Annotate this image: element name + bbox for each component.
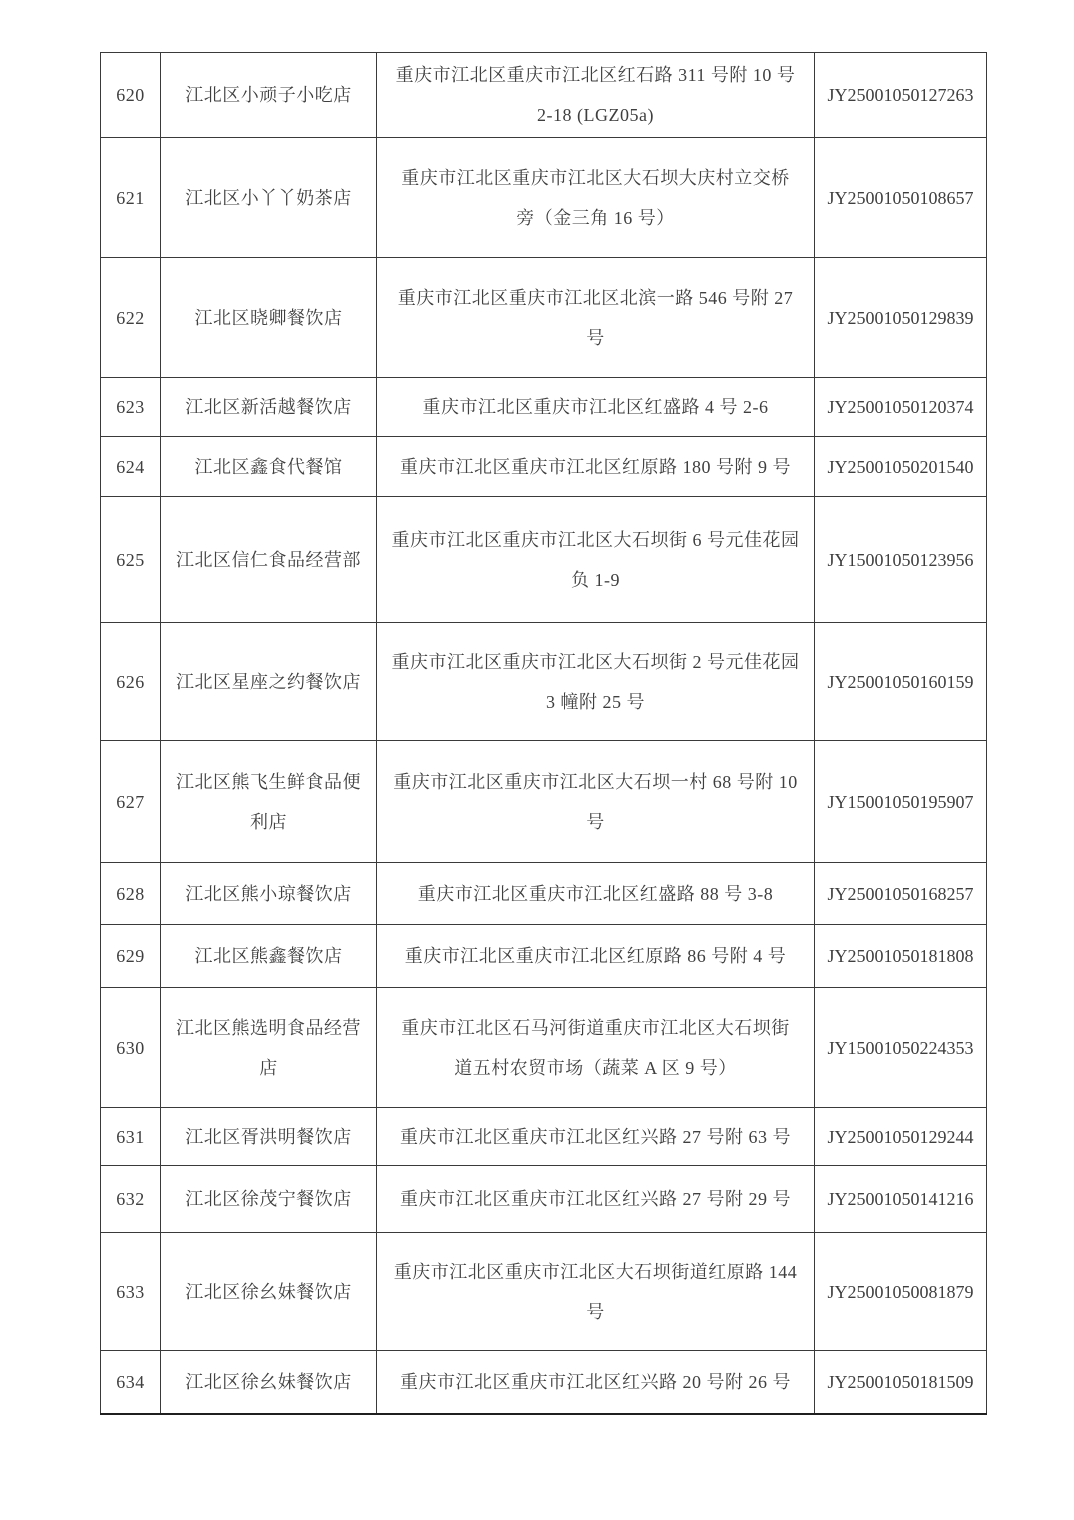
license-number: JY25001050141216 <box>815 1166 987 1233</box>
license-number: JY15001050224353 <box>815 988 987 1108</box>
text-line: 江北区小丫丫奶茶店 <box>185 187 352 208</box>
text-line: 江北区徐茂宁餐饮店 <box>185 1189 352 1209</box>
license-number: JY25001050120374 <box>815 378 987 437</box>
text-line: 道五村农贸市场（蔬菜 A 区 9 号） <box>454 1057 737 1078</box>
text-line: 江北区熊飞生鲜食品便 <box>176 771 361 792</box>
table-row <box>101 925 987 988</box>
text-line: 江北区熊选明食品经营 <box>176 1017 361 1038</box>
text-line: 江北区星座之约餐饮店 <box>176 671 361 692</box>
table-row <box>101 1351 987 1414</box>
row-number: 624 <box>101 437 161 497</box>
text-line: 重庆市江北区重庆市江北区红原路 86 号附 4 号 <box>404 946 787 966</box>
text-line: 重庆市江北区重庆市江北区红盛路 88 号 3-8 <box>417 883 774 904</box>
table-row <box>101 1108 987 1166</box>
text-line: 江北区胥洪明餐饮店 <box>185 1126 352 1147</box>
license-number: JY25001050127263 <box>815 53 987 138</box>
row-number: 620 <box>101 53 161 138</box>
text-line: 店 <box>259 1057 278 1078</box>
text-line: 旁（金三角 16 号） <box>516 207 675 228</box>
row-number: 622 <box>101 258 161 378</box>
row-number: 632 <box>101 1166 161 1233</box>
business-address <box>377 1166 815 1233</box>
table-row <box>101 53 987 138</box>
business-name <box>161 863 377 925</box>
row-number: 634 <box>101 1351 161 1414</box>
table-row <box>101 623 987 741</box>
row-number: 631 <box>101 1108 161 1166</box>
text-line: 重庆市江北区石马河街道重庆市江北区大石坝街 <box>401 1017 790 1038</box>
license-number: JY25001050181808 <box>815 925 987 988</box>
business-address <box>377 53 815 138</box>
text-line: 重庆市江北区重庆市江北区大石坝一村 68 号附 10 <box>393 771 798 792</box>
text-line: 江北区熊小琼餐饮店 <box>185 883 352 904</box>
text-line: 江北区晓卿餐饮店 <box>194 307 343 328</box>
business-address <box>377 437 815 497</box>
table-row <box>101 258 987 378</box>
business-registry-table <box>100 52 987 1415</box>
table-row <box>101 1166 987 1233</box>
text-line: 利店 <box>250 811 287 832</box>
text-line: 江北区新活越餐饮店 <box>185 397 352 417</box>
business-address <box>377 1108 815 1166</box>
row-number: 630 <box>101 988 161 1108</box>
business-name <box>161 258 377 378</box>
text-line: 重庆市江北区重庆市江北区红兴路 27 号附 29 号 <box>400 1189 791 1209</box>
text-line: 负 1-9 <box>571 569 620 590</box>
business-address <box>377 623 815 741</box>
text-line: 重庆市江北区重庆市江北区北滨一路 546 号附 27 <box>397 287 794 308</box>
license-number: JY25001050081879 <box>815 1233 987 1351</box>
table-row <box>101 138 987 258</box>
row-number: 623 <box>101 378 161 437</box>
row-number: 629 <box>101 925 161 988</box>
table-row <box>101 863 987 925</box>
table-row <box>101 1233 987 1351</box>
text-line: 重庆市江北区重庆市江北区红石路 311 号附 10 号 <box>395 65 796 85</box>
text-line: 2-18 (LGZ05a) <box>537 105 654 125</box>
text-line: 号 <box>586 327 605 348</box>
text-line: 江北区熊鑫餐饮店 <box>194 946 343 966</box>
license-number: JY25001050160159 <box>815 623 987 741</box>
business-name <box>161 437 377 497</box>
business-name <box>161 988 377 1108</box>
business-name <box>161 1351 377 1414</box>
business-address <box>377 1351 815 1414</box>
table-row <box>101 988 987 1108</box>
license-number: JY25001050181509 <box>815 1351 987 1414</box>
text-line: 重庆市江北区重庆市江北区红兴路 20 号附 26 号 <box>400 1371 791 1392</box>
table-row <box>101 378 987 437</box>
business-name <box>161 138 377 258</box>
table-row <box>101 497 987 623</box>
row-number: 633 <box>101 1233 161 1351</box>
table-row <box>101 437 987 497</box>
text-line: 江北区小顽子小吃店 <box>185 85 352 105</box>
business-name <box>161 1108 377 1166</box>
license-number: JY15001050123956 <box>815 497 987 623</box>
business-name <box>161 925 377 988</box>
business-name <box>161 623 377 741</box>
business-name <box>161 741 377 863</box>
business-address <box>377 863 815 925</box>
row-number: 621 <box>101 138 161 258</box>
text-line: 江北区徐幺妹餐饮店 <box>185 1371 352 1392</box>
business-name <box>161 53 377 138</box>
text-line: 重庆市江北区重庆市江北区大石坝街道红原路 144 <box>393 1261 798 1282</box>
text-line: 重庆市江北区重庆市江北区红原路 180 号附 9 号 <box>400 456 791 477</box>
text-line: 江北区信仁食品经营部 <box>176 549 361 570</box>
business-address <box>377 741 815 863</box>
row-number: 625 <box>101 497 161 623</box>
business-address <box>377 378 815 437</box>
text-line: 江北区徐幺妹餐饮店 <box>185 1281 352 1302</box>
business-address <box>377 925 815 988</box>
row-number: 626 <box>101 623 161 741</box>
text-line: 3 幢附 25 号 <box>546 691 645 712</box>
text-line: 重庆市江北区重庆市江北区红盛路 4 号 2-6 <box>422 397 769 417</box>
text-line: 重庆市江北区重庆市江北区红兴路 27 号附 63 号 <box>400 1126 791 1147</box>
license-number: JY25001050108657 <box>815 138 987 258</box>
text-line: 重庆市江北区重庆市江北区大石坝大庆村立交桥 <box>401 167 790 188</box>
business-name <box>161 1233 377 1351</box>
business-address <box>377 497 815 623</box>
license-number: JY25001050168257 <box>815 863 987 925</box>
business-name <box>161 1166 377 1233</box>
business-address <box>377 138 815 258</box>
text-line: 重庆市江北区重庆市江北区大石坝街 2 号元佳花园 <box>391 651 800 672</box>
business-address <box>377 988 815 1108</box>
text-line: 号 <box>586 1301 605 1322</box>
text-line: 号 <box>586 811 605 832</box>
license-number: JY25001050129244 <box>815 1108 987 1166</box>
table-row <box>101 741 987 863</box>
business-name <box>161 497 377 623</box>
license-number: JY25001050129839 <box>815 258 987 378</box>
business-address <box>377 1233 815 1351</box>
row-number: 627 <box>101 741 161 863</box>
license-number: JY25001050201540 <box>815 437 987 497</box>
text-line: 江北区鑫食代餐馆 <box>194 456 343 477</box>
text-line: 重庆市江北区重庆市江北区大石坝街 6 号元佳花园 <box>391 529 800 550</box>
row-number: 628 <box>101 863 161 925</box>
business-name <box>161 378 377 437</box>
license-number: JY15001050195907 <box>815 741 987 863</box>
business-address <box>377 258 815 378</box>
